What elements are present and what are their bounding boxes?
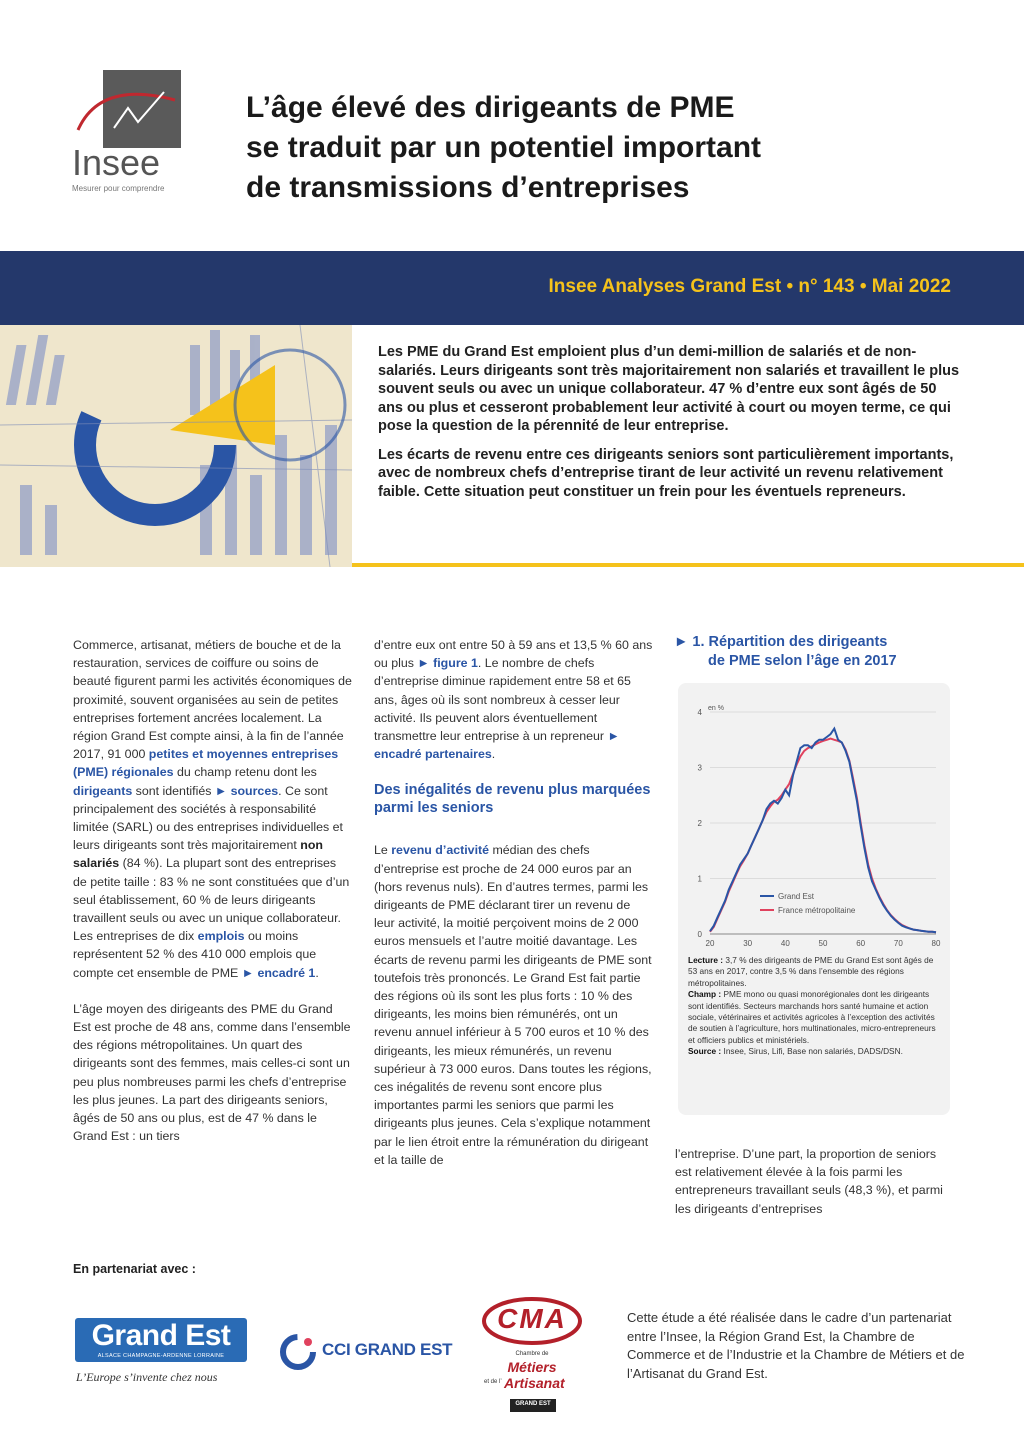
text-column-3 bbox=[675, 1145, 955, 1236]
note-text: 3,7 % des dirigeants de PME du Grand Est sont âgés de 53 ans en 2017, contre 3,5 % dans l’ensemble des régions métropolitaines. bbox=[688, 955, 934, 988]
emphasis-text: non salariés bbox=[73, 838, 323, 871]
note-label: Lecture : bbox=[688, 955, 724, 965]
legend-label: France métropolitaine bbox=[778, 906, 856, 915]
x-tick-label: 80 bbox=[931, 939, 941, 948]
figure-notes bbox=[688, 955, 942, 1058]
body-text: . Le nombre de chefs d’entreprise diminue rapidement entre 58 et 65 ans, âges où ils sont nombreux à cesser leur activité. Ils peuvent alors éventuellement transmettre leur entreprise à un repreneur bbox=[374, 656, 631, 744]
cci-logo-text: CCI GRAND EST bbox=[322, 1340, 453, 1359]
figure-title-line: ► 1. Répartition des dirigeants bbox=[674, 634, 888, 650]
body-text: Le bbox=[374, 843, 392, 858]
glossary-link-revenu[interactable]: revenu d’activité bbox=[391, 843, 490, 858]
encadre-partenaires-link[interactable]: ► encadré partenaires bbox=[374, 729, 620, 762]
partnership-note: Cette étude a été réalisée dans le cadre d’un partenariat entre l’Insee, la Région Grand Est, la Chambre de Commerce et de l’Industrie et la Chambre de Métiers et de l’Artisanat du Grand Est. bbox=[627, 1310, 965, 1381]
grand-est-tagline: L’Europe s’invente chez nous bbox=[76, 1370, 218, 1384]
grand-est-logo bbox=[75, 1318, 247, 1362]
insee-logo-text: Insee bbox=[72, 142, 161, 183]
summary-paragraph: Les PME du Grand Est emploient plus d’un demi-million de salariés et de non-salariés. Leurs dirigeants sont très majoritairement non salariés et travaillent le plus souvent seuls ou avec un unique collaborateur. 47 % d’entre eux sont âgés de 50 ans ou plus et cesseront probablement leur activité à court ou moyen terme, ce qui pose la question de la pérennité de leur entreprise. bbox=[378, 344, 960, 434]
glossary-link-dirigeants[interactable]: dirigeants bbox=[73, 783, 133, 798]
champ-note bbox=[688, 989, 942, 1046]
x-tick-label: 70 bbox=[893, 939, 903, 948]
x-tick-label: 60 bbox=[856, 939, 866, 948]
body-text: sont identifiés bbox=[132, 783, 215, 798]
cma-logo-line: Chambre de bbox=[515, 1351, 549, 1357]
insee-logo bbox=[70, 70, 185, 200]
x-tick-label: 30 bbox=[743, 939, 753, 948]
glossary-link-pme[interactable]: petites et moyennes entreprises (PME) régionales bbox=[73, 747, 339, 780]
cma-logo-badge: GRAND EST bbox=[515, 1401, 551, 1407]
body-text: médian des chefs d’entreprise est proche de 24 000 euros par an (hors revenus nuls). En d’autres termes, parmi les dirigeants de PME déclarant tirer un revenu de leur activité, la moitié perçoivent moins de 2 000 euros mensuels et l’autre moitié davantage. Les écarts de revenu parmi les dirigeants de PME sont toutefois très prononcés. Le Grand Est fait partie des régions où ils sont les plus forts : 10 % des dirigeants, les moins bien rémunérés, ont un revenu annuel inférieur à 5 700 euros et 10 % des dirigeants, les mieux rémunérés, un revenu supérieur à 73 000 euros. Dans toutes les régions, ces inégalités de revenu sont encore plus importantes parmi les seniors que parmi les dirigeants plus jeunes. Cela s’explique notamment par le lien étroit entre la rémunération du dirigeant et la taille de bbox=[374, 843, 652, 1167]
note-text: Insee, Sirus, Lifi, Base non salariés, DADS/DSN. bbox=[721, 1046, 903, 1057]
cma-logo-letters: CMA bbox=[497, 1303, 567, 1334]
y-tick-label: 1 bbox=[697, 874, 702, 884]
note-text: PME mono ou quasi monorégionales dont les dirigeants sont identifiés. Secteurs marchands hors santé humaine et action sociale, vétérinaires et activités agricoles à l’exception des activités de soutien à l’agriculture, hors multinationales, micro-entrepreneurs et officiers publics et ministériels. bbox=[688, 989, 936, 1045]
title-line: L’âge élevé des dirigeants de PME bbox=[246, 91, 735, 124]
y-tick-label: 0 bbox=[697, 930, 702, 939]
source-note bbox=[688, 1046, 942, 1057]
body-text: . Ce sont principalement des sociétés à responsabilité limitée (SARL) ou des entreprises individuelles et leurs dirigeants sont très majoritairement bbox=[73, 783, 343, 853]
grand-est-logo-text: Grand Est bbox=[91, 1319, 231, 1352]
body-text: du champ retenu dont les bbox=[173, 765, 317, 780]
figure-title-line: de PME selon l’âge en 2017 bbox=[708, 653, 897, 669]
page-title bbox=[246, 88, 886, 208]
y-tick-label: 4 bbox=[697, 708, 702, 717]
legend-label: Grand Est bbox=[778, 892, 815, 901]
cma-logo-line: et de l’ bbox=[484, 1379, 502, 1385]
body-paragraph bbox=[374, 841, 654, 1169]
encadre-1-link[interactable]: ► encadré 1 bbox=[241, 965, 316, 980]
body-paragraph: l’entreprise. D’une part, la proportion de seniors est relativement élevée à la fois parmi les entrepreneurs travaillant seuls (48,3 %), et parmi les dirigeants d’entreprises bbox=[675, 1147, 943, 1216]
x-tick-label: 20 bbox=[705, 939, 715, 948]
sources-link[interactable]: ► sources bbox=[214, 783, 279, 798]
summary-divider bbox=[352, 563, 1024, 567]
body-text: ou moins représentent 52 % des 410 000 emplois que compte cet ensemble de PME bbox=[73, 929, 317, 980]
lecture-note bbox=[688, 955, 942, 989]
cma-logo bbox=[480, 1295, 584, 1413]
title-line: de transmissions d’entreprises bbox=[246, 171, 690, 204]
body-paragraph bbox=[374, 636, 654, 763]
note-label: Champ : bbox=[688, 989, 722, 1000]
section-heading: Des inégalités de revenu plus marquées parmi les seniors bbox=[374, 782, 651, 817]
body-text: . bbox=[491, 747, 496, 762]
series-line-grand-est bbox=[710, 729, 936, 933]
cma-logo-line: Métiers bbox=[507, 1359, 557, 1375]
figure-title bbox=[674, 633, 949, 671]
cci-logo-icon bbox=[278, 1332, 318, 1372]
body-paragraph bbox=[73, 636, 353, 982]
grand-est-logo-subtitle: ALSACE CHAMPAGNE-ARDENNE LORRAINE bbox=[97, 1353, 225, 1359]
chart-collage-image bbox=[0, 325, 352, 567]
y-tick-label: 2 bbox=[697, 819, 702, 828]
summary bbox=[378, 343, 960, 511]
x-tick-label: 40 bbox=[780, 939, 790, 948]
note-label: Source : bbox=[688, 1046, 722, 1057]
insee-logo-tagline: Mesurer pour comprendre bbox=[72, 184, 165, 193]
publication-info: Insee Analyses Grand Est • n° 143 • Mai 2022 bbox=[548, 276, 951, 297]
age-distribution-chart bbox=[678, 700, 950, 955]
cover-illustration bbox=[0, 325, 352, 567]
partner-label: En partenariat avec : bbox=[73, 1262, 196, 1276]
figure-1-link[interactable]: ► figure 1 bbox=[417, 656, 478, 671]
glossary-link-emplois[interactable]: emplois bbox=[197, 929, 245, 944]
y-tick-label: 3 bbox=[697, 763, 702, 773]
body-paragraph: L’âge moyen des dirigeants des PME du Grand Est est proche de 48 ans, comme dans l’ensemble des régions métropolitaines. Un quart des dirigeants sont des femmes, mais celles-ci sont un peu plus nombreuses parmi les chefs d’entreprise les plus jeunes. La part des dirigeants seniors, âgés de 50 ans ou plus, est de 47 % dans le Grand Est : un tiers bbox=[73, 1001, 351, 1144]
x-tick-label: 50 bbox=[818, 939, 828, 948]
text-column-1 bbox=[73, 636, 353, 1163]
body-text: Commerce, artisanat, métiers de bouche et de la restauration, services de coiffure ou soins de beauté figurent parmi les activités économiques de proximité, souvent organisées au sein de petites entreprises fortement ancrées localement. La région Grand Est compte ainsi, à la fin de l’année 2017, 91 000 bbox=[73, 638, 352, 762]
body-text: . bbox=[315, 965, 319, 980]
cma-logo-line: Artisanat bbox=[504, 1375, 565, 1391]
text-column-2 bbox=[374, 636, 654, 1187]
summary-paragraph: Les écarts de revenu entre ces dirigeants seniors sont particulièrement importants, avec de nombreux chefs d’entreprise tirant de leur activité un revenu relativement faible. Cette situation peut constituer un frein pour les éventuels repreneurs. bbox=[378, 446, 954, 500]
title-line: se traduit par un potentiel important bbox=[246, 131, 762, 164]
body-text: d’entre eux ont entre 50 à 59 ans et 13,5 % 60 ans ou plus bbox=[374, 638, 653, 671]
body-text: (84 %). La plupart sont des entreprises de petite taille : 83 % ne sont constituées que d’un seul établissement, 60 % de leurs dirigeants travaillent seuls ou avec un unique collaborateur. Les entreprises de dix bbox=[73, 856, 350, 944]
y-axis-label: en % bbox=[708, 705, 724, 712]
